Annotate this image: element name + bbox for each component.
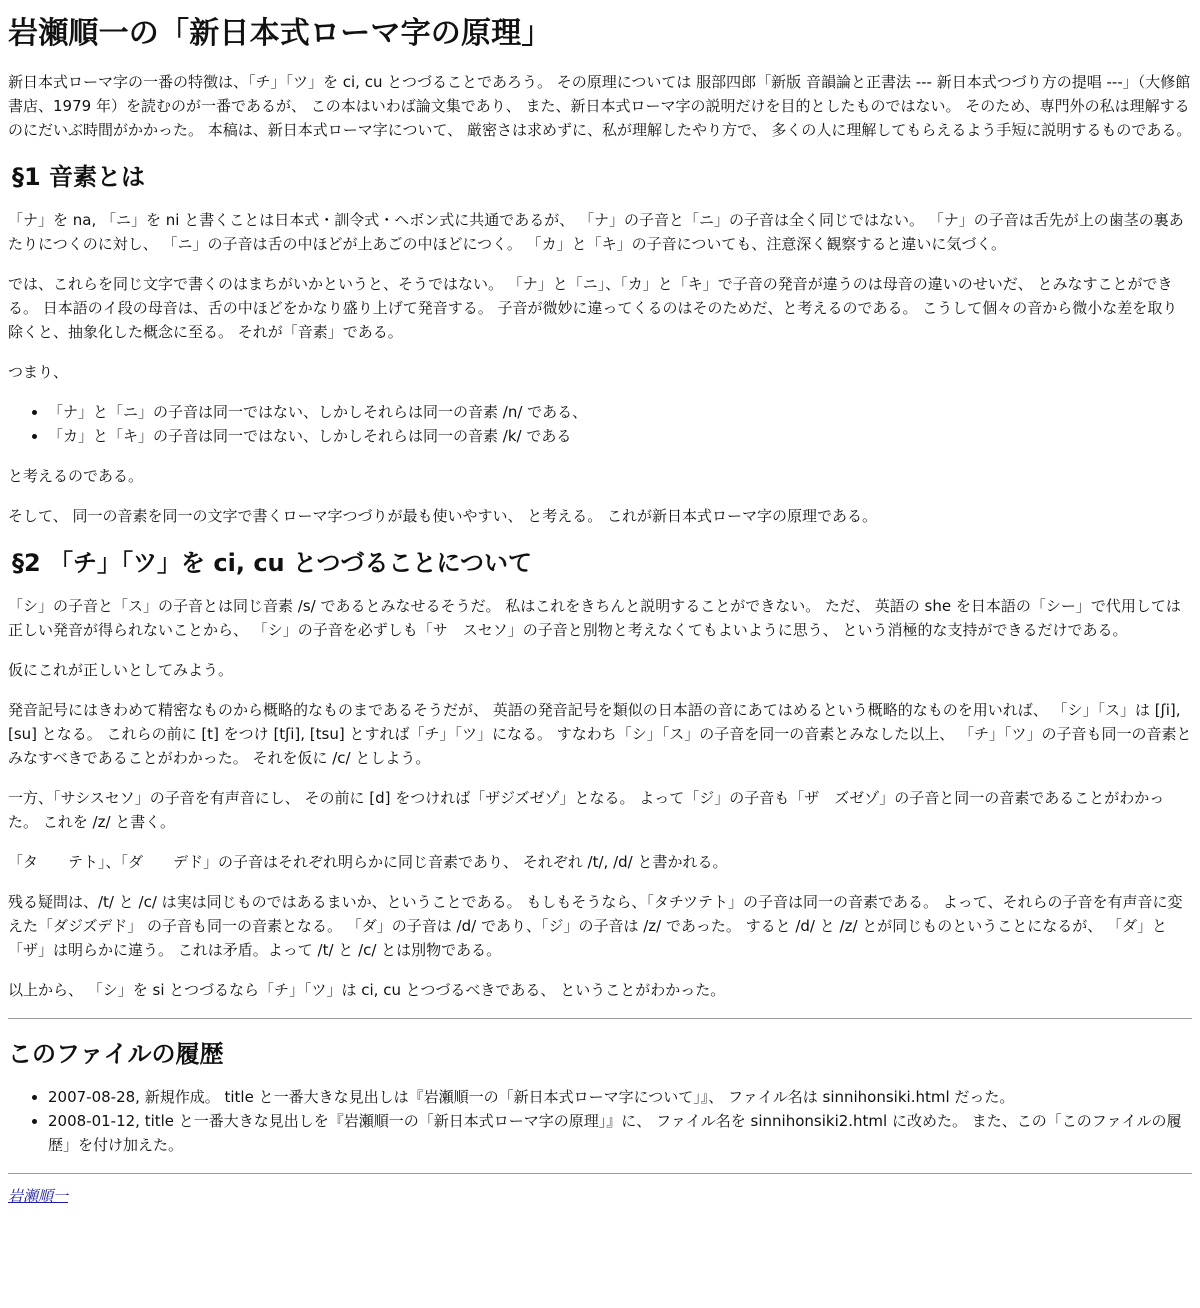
section-2-heading: §2 「チ」「ツ」を ci, cu とつづることについて bbox=[12, 549, 533, 577]
section-1-paragraph-3: つまり、 bbox=[8, 363, 69, 381]
list-item: • 「ナ」と「ニ」の子音は同一ではない、しかしそれらは同一の音素 /n/ である、 bbox=[48, 400, 1192, 424]
author-link[interactable]: 岩瀬順一 bbox=[8, 1187, 69, 1205]
section-2-paragraph-2: 仮にこれが正しいとしてみよう。 bbox=[8, 661, 234, 679]
section-1-heading: §1 音素とは bbox=[12, 163, 146, 191]
section-2-paragraph-4: 一方、「サシスセソ」の子音を有声音にし、 その前に [d] をつければ「ザジズゼゾ」となる。 よって「ジ」の子音も「ザ ズゼゾ」の子音と同一の音素であることがわかった。 これを /z/ と書く。 bbox=[8, 789, 1165, 831]
list-item: • 「カ」と「キ」の子音は同一ではない、しかしそれらは同一の音素 /k/ である bbox=[48, 424, 1192, 448]
divider bbox=[8, 1173, 1192, 1174]
section-2-paragraph-3: 発音記号にはきわめて精密なものから概略的なものまであるそうだが、 英語の発音記号を類似の日本語の音にあてはめるという概略的なものを用いれば、 「シ」「ス」は [ʃi], [su] となる。 これらの前に [t] をつけ [tʃi], [tsu] とすれば「チ」「ツ」になる。 すなわち「シ」「ス」の子音を同一の音素とみなした以上、 「チ」「ツ」の子音も同一の音素とみなすべきであることがわかった。 それを仮に /c/ としよう。 bbox=[8, 701, 1192, 767]
phoneme-list bbox=[8, 400, 1192, 448]
intro-paragraph: 新日本式ローマ字の一番の特徴は、「チ」「ツ」を ci, cu とつづることであろう。 その原理については 服部四郎「新版 音韻論と正書法 --- 新日本式つづり方の提唱 ---」（大修館書店、1979 年）を読むのが一番であるが、 この本はいわば論文集であり、 また、新日本式ローマ字の説明だけを目的としたものではない。 そのため、専門外の私は理解するのにだいぶ時間がかかった。 本稿は、新日本式ローマ字について、 厳密さは求めずに、私が理解したやり方で、 多くの人に理解してもらえるよう手短に説明するものである。 bbox=[8, 73, 1192, 139]
list-item: • 2008-01-12, title と一番大きな見出しを『岩瀬順一の「新日本式ローマ字の原理」』に、 ファイル名を sinnihonsiki2.html に改めた。 また、この「このファイルの履歴」を付け加えた。 bbox=[48, 1109, 1192, 1157]
section-1-paragraph-1: 「ナ」を na, 「ニ」を ni と書くことは日本式・訓令式・ヘボン式に共通であるが、 「ナ」の子音と「ニ」の子音は全く同じではない。 「ナ」の子音は舌先が上の歯茎の裏あたりにつくのに対し、 「ニ」の子音は舌の中ほどが上あごの中ほどにつく。 「カ」と「キ」の子音についても、注意深く観察すると違いに気づく。 bbox=[8, 211, 1184, 253]
section-2-paragraph-7: 以上から、 「シ」を si とつづるなら「チ」「ツ」は ci, cu とつづるべきである、 ということがわかった。 bbox=[8, 981, 726, 999]
section-2-paragraph-5: 「タ テト」、「ダ デド」の子音はそれぞれ明らかに同じ音素であり、 それぞれ /t/, /d/ と書かれる。 bbox=[8, 853, 728, 871]
divider bbox=[8, 1018, 1192, 1019]
list-item: • 2007-08-28, 新規作成。 title と一番大きな見出しは『岩瀬順一の「新日本式ローマ字について」』、 ファイル名は sinnihonsiki.html だった。 bbox=[48, 1085, 1192, 1109]
section-1-paragraph-4: と考えるのである。 bbox=[8, 467, 144, 485]
history-heading: このファイルの履歴 bbox=[8, 1040, 224, 1068]
section-2-paragraph-1: 「シ」の子音と「ス」の子音とは同じ音素 /s/ であるとみなせるそうだ。 私はこれをきちんと説明することができない。 ただ、 英語の she を日本語の「シー」で代用しては正しい発音が得られないことから、 「シ」の子音を必ずしも「サ スセソ」の子音と別物と考えなくてもよいように思う、 という消極的な支持ができるだけである。 bbox=[8, 597, 1181, 639]
section-1-paragraph-5: そして、 同一の音素を同一の文字で書くローマ字つづりが最も使いやすい、 と考える。 これが新日本式ローマ字の原理である。 bbox=[8, 507, 878, 525]
page-title: 岩瀬順一の「新日本式ローマ字の原理」 bbox=[8, 16, 552, 51]
section-2-paragraph-6: 残る疑問は、/t/ と /c/ は実は同じものではあるまいか、ということである。 もしもそうなら、「タチツテト」の子音は同一の音素である。 よって、それらの子音を有声音に変えた「ダジズデド」 の子音も同一の音素となる。 「ダ」の子音は /d/ であり、「ジ」の子音は /z/ であった。 すると /d/ と /z/ とが同じものということになるが、 「ダ」と「ザ」は明らかに違う。 これは矛盾。よって /t/ と /c/ とは別物である。 bbox=[8, 893, 1183, 959]
history-list bbox=[8, 1085, 1192, 1157]
section-1-paragraph-2: では、これらを同じ文字で書くのはまちがいかというと、そうではない。 「ナ」と「ニ」、「カ」と「キ」で子音の発音が違うのは母音の違いのせいだ、 とみなすことができる。 日本語のイ段の母音は、舌の中ほどをかなり盛り上げて発音する。 子音が微妙に違ってくるのはそのためだ、と考えるのである。 こうして個々の音から微小な差を取り除くと、抽象化した概念に至る。 それが「音素」である。 bbox=[8, 275, 1178, 341]
